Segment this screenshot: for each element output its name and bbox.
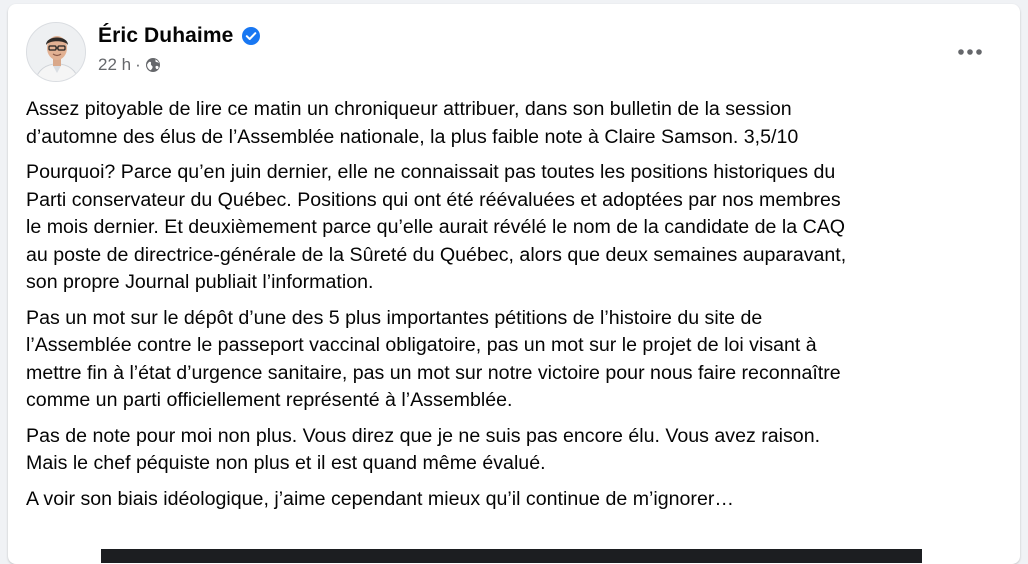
post-body <box>26 96 1006 521</box>
post-paragraph: A voir son biais idéologique, j’aime cependant mieux qu’il continue de m’ignorer… <box>26 487 734 510</box>
post-paragraph: Pas un mot sur le dépôt d’une des 5 plus importantes pétitions de l’histoire du site de l’Assemblée contre le passeport vaccinal obligatoire, pas un mot sur le projet de loi visant à mettre fin à l’état d’urgence sanitaire, pas un mot sur notre victoire pour nous faire reconnaître comme un parti officiellement représenté à l’Assemblée. <box>26 306 841 411</box>
post-meta <box>98 55 161 75</box>
verified-badge-icon <box>241 26 261 46</box>
post-paragraph: Assez pitoyable de lire ce matin un chroniqueur attribuer, dans son bulletin de la session d’automne des élus de l’Assemblée nationale, la plus faible note à Claire Samson. 3,5/10 <box>26 98 799 148</box>
post-timestamp[interactable]: 22 h <box>98 55 132 74</box>
author-avatar[interactable] <box>26 22 86 82</box>
post-paragraph: Pas de note pour moi non plus. Vous direz que je ne suis pas encore élu. Vous avez raison. Mais le chef péquiste non plus et il est quand même évalué. <box>26 424 821 474</box>
meta-separator: · <box>135 55 141 74</box>
profile-photo <box>27 23 86 82</box>
globe-icon[interactable] <box>145 57 161 73</box>
post-media-preview[interactable] <box>101 549 922 563</box>
more-options-button[interactable] <box>952 34 988 70</box>
author-name[interactable]: Éric Duhaime <box>98 24 234 47</box>
more-options-icon <box>957 48 983 56</box>
post-card <box>8 4 1020 564</box>
post-paragraph: Pourquoi? Parce qu’en juin dernier, elle ne connaissait pas toutes les positions historiques du Parti conservateur du Québec. Positions qui ont été réévaluées et adoptées par nos membres le mois dernier. Et deuxièmement parce qu’elle aurait révélé le nom de la candidate de la CAQ au poste de directrice-générale de la Sûreté du Québec, alors que deux semaines auparavant, son propre Journal publiait l’information. <box>26 161 847 293</box>
author-line <box>98 24 261 48</box>
post-header <box>8 4 1020 94</box>
